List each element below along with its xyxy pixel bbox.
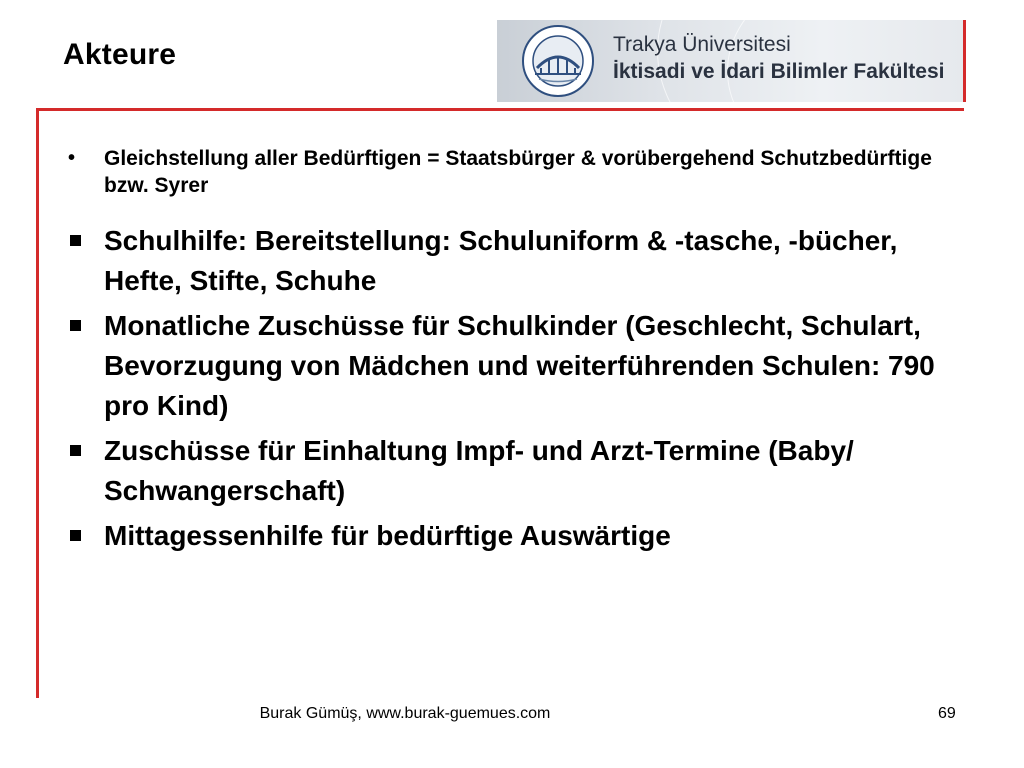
square-bullet-icon	[70, 530, 81, 541]
bullet-text: Zuschüsse für Einhaltung Impf- und Arzt-Termine (Baby/ Schwangerschaft)	[104, 435, 854, 506]
bullet-item	[62, 516, 962, 556]
square-bullet-icon	[70, 445, 81, 456]
university-banner	[497, 20, 966, 102]
bullet-text: Monatliche Zuschüsse für Schulkinder (Geschlecht, Schulart, Bevorzugung von Mädchen und weiterführenden Schulen: 790 pro Kind)	[104, 310, 935, 421]
frame-left-rule	[36, 108, 39, 698]
page-number: 69	[938, 705, 956, 722]
round-bullet-icon: •	[68, 147, 76, 169]
bullet-list	[62, 145, 962, 561]
square-bullet-icon	[70, 320, 81, 331]
bullet-item	[62, 306, 962, 426]
bullet-text: Mittagessenhilfe für bedürftige Auswärtige	[104, 520, 671, 551]
banner-faculty-name: İktisadi ve İdari Bilimler Fakültesi	[613, 60, 945, 83]
university-seal-logo	[521, 24, 595, 98]
banner-university-name: Trakya Üniversitesi	[613, 33, 791, 56]
slide-title: Akteure	[63, 38, 177, 71]
bullet-item	[62, 431, 962, 511]
footer-credit: Burak Gümüş, www.burak-guemues.com	[259, 705, 551, 722]
banner-text	[613, 32, 944, 86]
bullet-text: Gleichstellung aller Bedürftigen = Staatsbürger & vorübergehend Schutzbedürftige bzw. Syrer	[104, 147, 932, 197]
frame-top-rule	[36, 108, 964, 111]
bullet-text: Schulhilfe: Bereitstellung: Schuluniform & -tasche, -bücher, Hefte, Stifte, Schuhe	[104, 225, 898, 296]
square-bullet-icon	[70, 235, 81, 246]
bullet-item	[62, 145, 962, 199]
bullet-item	[62, 221, 962, 301]
